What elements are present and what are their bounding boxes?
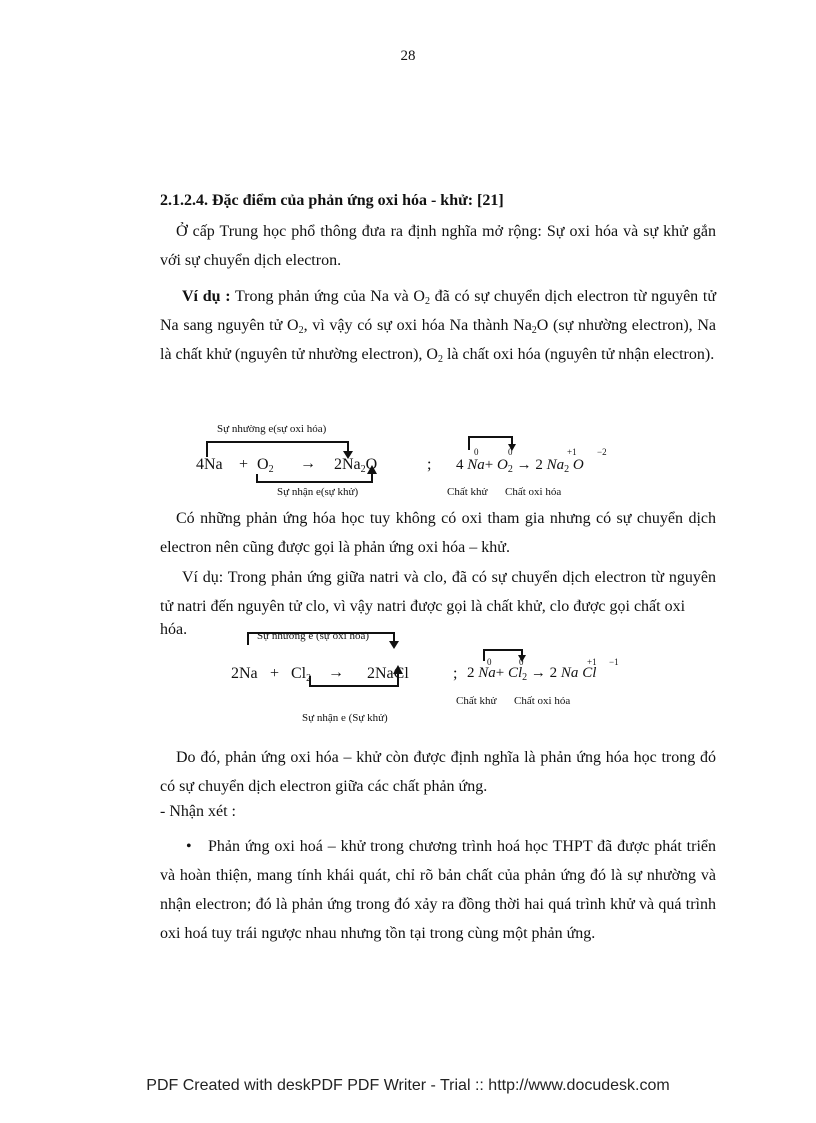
example1-sub-c: 2 [531, 325, 537, 336]
eq2-r-plus: + [495, 665, 505, 681]
eq1-ox-po: −2 [597, 447, 607, 457]
paragraph-non-oxygen [160, 504, 716, 562]
eq1-product [334, 456, 377, 474]
eq1-acceptance-label: Sự nhận e(sự khử) [277, 486, 359, 498]
bullet-icon: • [186, 838, 192, 855]
eq2-donation-label: Sự nhường e (sự oxi hóa) [257, 630, 369, 642]
eq1-oxidant-label: Chất oxi hóa [505, 486, 562, 498]
eq1-donation-bracket [207, 442, 348, 457]
eq2-reactant-cl2 [291, 665, 311, 683]
eq2-arrow: → [328, 664, 344, 681]
paragraph-conclusion-text: Do đó, phản ứng oxi hóa – khử còn được định nghĩa là phản ứng hóa học trong đó có sự chuyển dịch electron giữa các chất phản ứng. [160, 749, 716, 795]
example1-sub-d: 2 [437, 354, 443, 365]
eq1-donation-label: Sự nhường e(sự oxi hóa) [217, 423, 327, 435]
page-number: 28 [400, 48, 416, 64]
eq1-r-coef: 4 [456, 457, 464, 473]
eq1-separator: ; [427, 456, 432, 473]
eq1-r-arrow: → [516, 457, 532, 473]
example1-t2: đã có sự chuyển dịch electron từ nguyên tử Na sang nguyên tử O [160, 288, 717, 334]
eq2-plus: + [270, 665, 280, 682]
eq1-acceptance-bracket [257, 473, 372, 482]
eq2-r-sub: 2 [522, 672, 528, 683]
example-sodium-chlorine [160, 563, 716, 621]
eq1-r-pna: Na [546, 457, 565, 473]
section-heading: 2.1.2.4. Đặc điểm của phản ứng oxi hóa - khử: [21] [160, 192, 504, 209]
eq2-r-arrow: → [530, 665, 546, 681]
eq1-reactant-o2 [257, 456, 274, 474]
eq1-ionic-equation [456, 457, 584, 474]
eq2-product: 2NaCl [367, 665, 409, 682]
eq2-r-coef: 2 [467, 665, 475, 681]
paragraph-definition-text: Ở cấp Trung học phổ thông đưa ra định nghĩa mở rộng: Sự oxi hóa và sự khử gắn với sự chuyển dịch electron. [160, 223, 716, 269]
eq2-oxidant-label: Chất oxi hóa [514, 695, 571, 707]
eq2-ionic-equation [467, 665, 596, 682]
remark-label: - Nhận xét : [160, 803, 236, 820]
eq2-acceptance-label: Sự nhận e (Sự khử) [302, 712, 388, 724]
example2-tail: hóa. [160, 621, 188, 638]
eq1-r-na: Na [467, 457, 485, 473]
bullet-paragraph [160, 832, 716, 948]
eq2-ox-pna: +1 [587, 657, 597, 667]
eq1-plus: + [239, 456, 249, 473]
eq2-reactant-na: 2Na [231, 665, 258, 682]
eq2-ox-cl: 0 [519, 657, 524, 667]
eq2-cl-sub: 2 [306, 673, 312, 684]
eq1-r-plus: + [484, 457, 494, 473]
pdf-footer: PDF Created with deskPDF PDF Writer - Trial :: http://www.docudesk.com [146, 1077, 670, 1094]
eq1-r-sub: 2 [507, 464, 513, 475]
eq1-o-sub: 2 [268, 464, 274, 475]
eq1-arrow: → [300, 455, 316, 472]
eq2-r-pcl: Cl [582, 665, 597, 681]
eq2-r-na: Na [478, 665, 496, 681]
eq1-o: O [257, 456, 269, 473]
eq1-prod-b: O [365, 456, 378, 473]
eq1-r-pcoef: 2 [535, 457, 543, 473]
example1-sub-a: 2 [424, 296, 430, 307]
eq2-donation-arrowhead [389, 641, 399, 649]
eq2-ox-na: 0 [487, 657, 492, 667]
example1-t3: , vì vậy có sự oxi hóa Na thành Na [303, 317, 532, 334]
example1-sub-b: 2 [298, 325, 304, 336]
example1-t4: O (sự nhường electron), Na là chất khử (nguyên tử nhường electron), O [160, 317, 717, 363]
eq1-prod-a: 2Na [334, 456, 361, 473]
eq2-reductant-label: Chất khử [456, 695, 497, 707]
bullet-item [160, 832, 716, 948]
eq2-r-pcoef: 2 [549, 665, 558, 681]
example2-text: Ví dụ: Trong phản ứng giữa natri và clo, đã có sự chuyển dịch electron từ nguyên tử natri đến nguyên tử clo, vì vậy natri được gọi là chất khử, clo được gọi chất oxi [160, 569, 716, 615]
eq1-ox-o: 0 [508, 447, 513, 457]
eq2-separator: ; [453, 665, 458, 682]
eq2-r-cl: Cl [507, 665, 523, 681]
eq2-r-pna: Na [560, 665, 579, 681]
bullet-text: Phản ứng oxi hoá – khử trong chương trình hoá học THPT đã được phát triển và hoàn thiện, mang tính khái quát, chỉ rõ bản chất của phản ứng đó là sự nhường và nhận electron; đó là phản ứng trong đó xảy ra đồng thời hai quá trình khử và quá trình oxi hoá tuy trái ngược nhau nhưng tồn tại trong cùng một phản ứng. [160, 838, 716, 942]
example1-t1: Trong phản ứng của Na và O [230, 288, 425, 305]
eq1-r-o: O [496, 457, 508, 473]
eq1-ox-pna: +1 [567, 447, 577, 457]
paragraph-non-oxygen-text: Có những phản ứng hóa học tuy không có oxi tham gia nhưng có sự chuyển dịch electron nên cũng được gọi là phản ứng oxi hóa – khử. [160, 510, 716, 556]
example1-t5: là chất oxi hóa (nguyên tử nhận electron). [442, 346, 715, 363]
eq1-reactant-na: 4Na [196, 456, 223, 473]
eq1-ox-na: 0 [474, 447, 479, 457]
eq1-reductant-label: Chất khử [447, 486, 488, 498]
eq1-r-po: O [572, 457, 584, 473]
paragraph-conclusion [160, 743, 716, 801]
example1-lead: Ví dụ : [182, 288, 231, 305]
eq1-r-pnasub: 2 [564, 464, 570, 475]
eq2-cl: Cl [291, 665, 307, 682]
eq2-ox-pcl: −1 [609, 657, 619, 667]
eq1-prod-sub: 2 [360, 464, 366, 475]
